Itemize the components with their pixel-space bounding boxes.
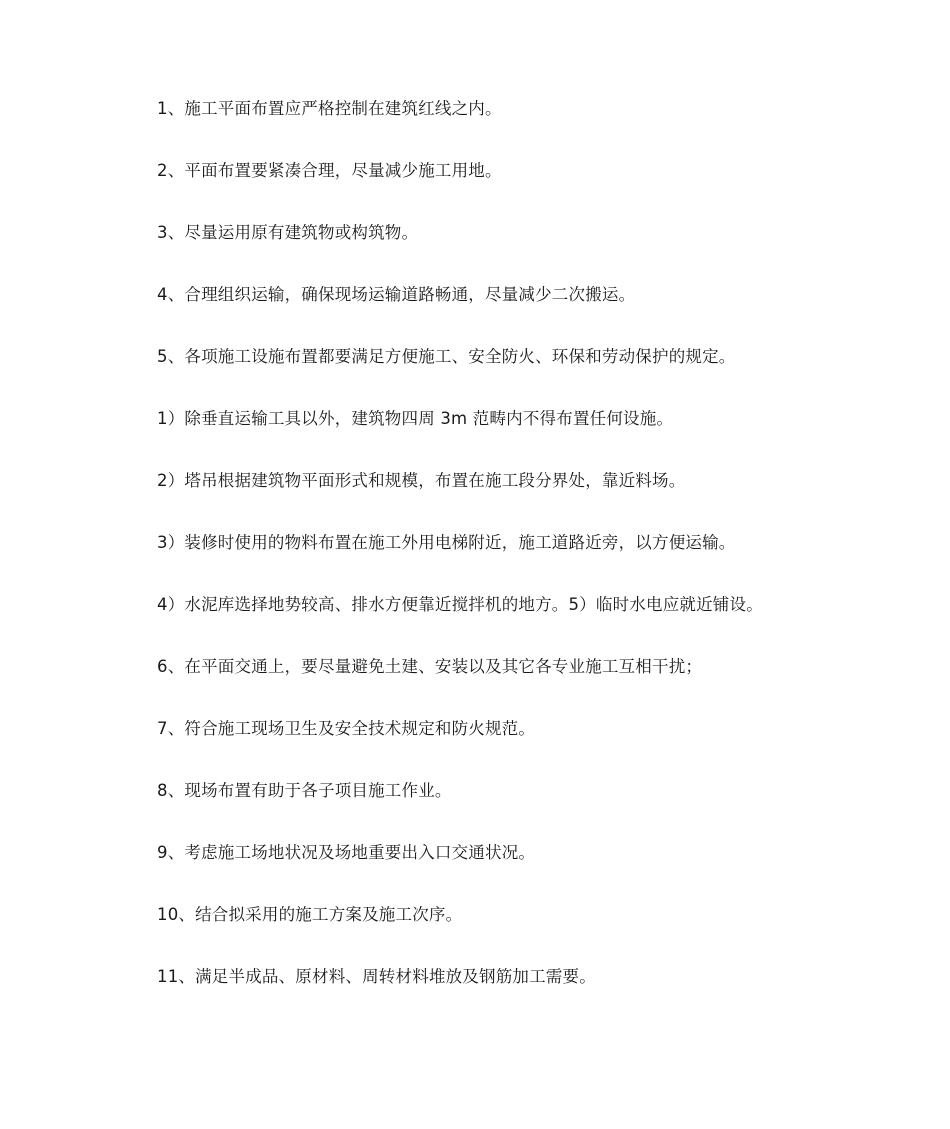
document-body [157, 96, 917, 1026]
text-line: 4、合理组织运输，确保现场运输道路畅通，尽量减少二次搬运。 [157, 285, 636, 304]
text-line: 3、尽量运用原有建筑物或构筑物。 [157, 223, 419, 242]
text-line: 1）除垂直运输工具以外，建筑物四周 3m 范畴内不得布置任何设施。 [157, 409, 674, 428]
text-line: 4）水泥库选择地势较高、排水方便靠近搅拌机的地方。5）临时水电应就近铺设。 [157, 595, 763, 614]
text-line: 9、考虑施工场地状况及场地重要出入口交通状况。 [157, 843, 536, 862]
text-line: 2、平面布置要紧凑合理，尽量减少施工用地。 [157, 161, 502, 180]
text-line: 1、施工平面布置应严格控制在建筑红线之内。 [157, 99, 502, 118]
text-line: 2）塔吊根据建筑物平面形式和规模，布置在施工段分界处，靠近料场。 [157, 471, 686, 490]
text-line: 8、现场布置有助于各子项目施工作业。 [157, 781, 452, 800]
text-line: 11、满足半成品、原材料、周转材料堆放及钢筋加工需要。 [157, 967, 596, 986]
text-line: 3）装修时使用的物料布置在施工外用电梯附近，施工道路近旁，以方便运输。 [157, 533, 736, 552]
text-line: 5、各项施工设施布置都要满足方便施工、安全防火、环保和劳动保护的规定。 [157, 347, 736, 366]
text-line: 10、结合拟采用的施工方案及施工次序。 [157, 905, 463, 924]
text-line: 7、符合施工现场卫生及安全技术规定和防火规范。 [157, 719, 536, 738]
text-line: 6、在平面交通上，要尽量避免土建、安装以及其它各专业施工互相干扰； [157, 657, 703, 676]
